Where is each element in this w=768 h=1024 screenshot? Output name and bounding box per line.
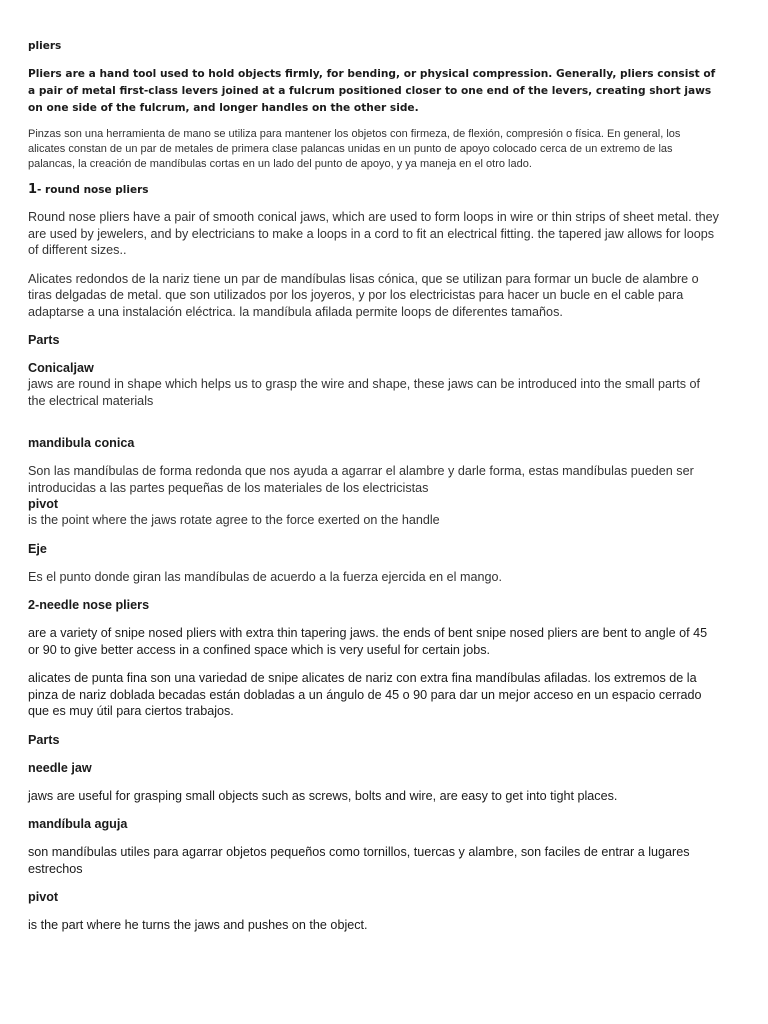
mandibula-conica-title: mandibula conica: [28, 436, 135, 450]
pivot-title: pivot: [28, 497, 59, 511]
section-1-title: - round nose pliers: [37, 184, 149, 196]
intro-spanish: Pinzas son una herramienta de mano se utiliza para mantener los objetos con firmeza, de flexión, compresión o física. En general, los alicates constan de un par de metales de primera clase palancas unidas en un punto de apoyo colocado cerca de un extremo de las palancas, la creación de mandíbulas cortas en un lado del punto de apoyo, y ya maneja en el otro lado.: [28, 128, 681, 170]
document-title: pliers: [28, 40, 62, 52]
section-2-heading: 2-needle nose pliers: [28, 598, 150, 612]
section-2-desc-spanish: alicates de punta fina son una variedad de snipe alicates de nariz con extra fina mandíbulas afiladas. los extremos de la pinza de nariz doblada becadas están dobladas a un ángulo de 45 o 90 para dar un mejor acceso en un espacio cerrado que es muy útil para ciertos trabajos.: [28, 671, 702, 718]
section-1-number: 1: [28, 182, 38, 197]
document-page: [28, 40, 720, 946]
section-2-desc-english: are a variety of snipe nosed pliers with extra thin tapering jaws. the ends of bent snipe nosed pliers are bent to angle of 45 or 90 to give better access in a confined space which is very useful for certain jobs.: [28, 626, 708, 657]
conical-jaw-desc-english: jaws are round in shape which helps us to grasp the wire and shape, these jaws can be introduced into the small parts of the electrical materials: [28, 377, 701, 408]
section-2-pivot-title: pivot: [28, 890, 59, 904]
section-1-heading: [28, 182, 720, 197]
section-2-parts-label: Parts: [28, 732, 60, 747]
eje-desc-spanish: Es el punto donde giran las mandíbulas de acuerdo a la fuerza ejercida en el mango.: [28, 569, 502, 584]
mandibula-conica-desc-spanish: Son las mandíbulas de forma redonda que nos ayuda a agarrar el alambre y darle forma, estas mandíbulas pueden ser introducidas a las partes pequeñas de los materiales de los electricistas: [28, 464, 694, 495]
conical-jaw-title: Conicaljaw: [28, 361, 94, 375]
mandibula-aguja-desc-spanish: son mandíbulas utiles para agarrar objetos pequeños como tornillos, tuercas y alambre, son faciles de entrar a lugares estrechos: [28, 845, 690, 876]
section-1-desc-spanish: Alicates redondos de la nariz tiene un par de mandíbulas lisas cónica, que se utilizan para formar un bucle de alambre o tiras delgadas de metal. que son utilizados por los joyeros, y por los electricistas para hacer un bucle en el cable para adaptarse a una instalación eléctrica. la mandíbula afilada permite loops de diferentes tamaños.: [28, 271, 699, 319]
needle-jaw-title: needle jaw: [28, 760, 92, 775]
section-1-parts-label: Parts: [28, 333, 60, 347]
intro-english: Pliers are a hand tool used to hold objects firmly, for bending, or physical compression. Generally, pliers consist of a pair of metal first-class levers joined at a fulcrum positioned closer to one end of the levers, creating short jaws on one side of the fulcrum, and longer handles on the other side.: [28, 68, 716, 114]
pivot-desc-english: is the point where the jaws rotate agree to the force exerted on the handle: [28, 513, 440, 527]
section-2-pivot-desc-english: is the part where he turns the jaws and pushes on the object.: [28, 918, 368, 932]
section-1-desc-english: Round nose pliers have a pair of smooth conical jaws, which are used to form loops in wire or thin strips of sheet metal. they are used by jewelers, and by electricians to make a loops in a cord to fit an electrical fitting. the tapered jaw allows for loops of different sizes..: [28, 210, 719, 257]
mandibula-aguja-title: mandíbula aguja: [28, 817, 128, 831]
eje-title: Eje: [28, 541, 47, 556]
needle-jaw-desc-english: jaws are useful for grasping small objects such as screws, bolts and wire, are easy to get into tight places.: [28, 788, 618, 803]
